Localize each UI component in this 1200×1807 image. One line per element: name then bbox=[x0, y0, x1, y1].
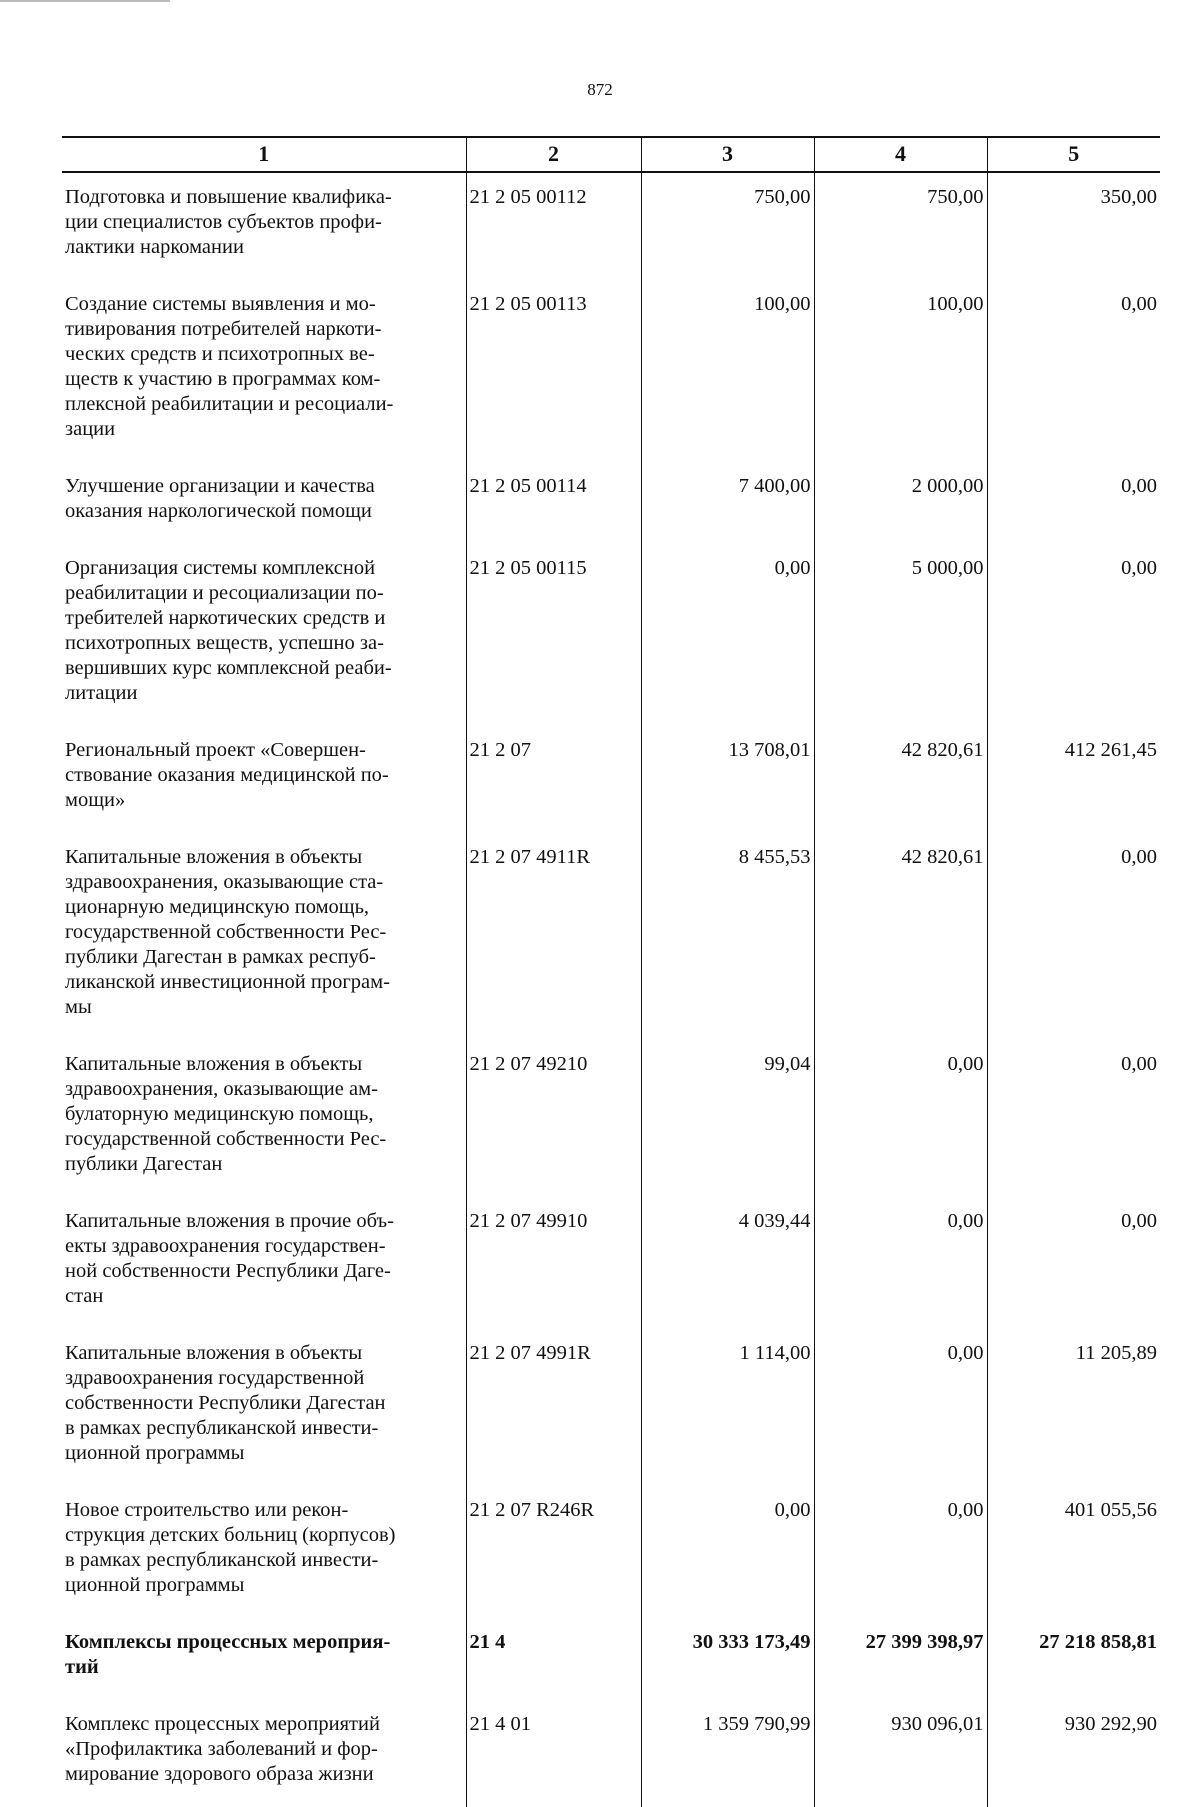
row-name-line: литации bbox=[65, 682, 138, 704]
row-name bbox=[62, 1040, 466, 1197]
row-value-col5: 27 218 858,81 bbox=[987, 1618, 1160, 1700]
row-name bbox=[62, 1486, 466, 1618]
row-name-line: психотропных веществ, успешно за- bbox=[65, 632, 384, 654]
row-value-col4: 0,00 bbox=[814, 1486, 987, 1618]
row-name bbox=[62, 1329, 466, 1486]
page-number: 872 bbox=[587, 80, 613, 99]
table-row bbox=[62, 1618, 1160, 1700]
row-value-col5: 930 292,90 bbox=[987, 1700, 1160, 1807]
row-value-col3: 13 708,01 bbox=[641, 726, 814, 833]
row-name-line: Региональный проект «Совершен- bbox=[65, 739, 366, 761]
row-code: 21 2 05 00114 bbox=[466, 462, 641, 544]
row-value-col3: 7 400,00 bbox=[641, 462, 814, 544]
column-header-2: 2 bbox=[466, 137, 641, 172]
row-value-col4: 0,00 bbox=[814, 1040, 987, 1197]
row-value-col4: 42 820,61 bbox=[814, 726, 987, 833]
row-name-line: плексной реабилитации и ресоциали- bbox=[65, 393, 394, 415]
row-name-line: Капитальные вложения в объекты bbox=[65, 1342, 363, 1364]
row-value-col3: 0,00 bbox=[641, 1486, 814, 1618]
row-name-line: ческих средств и психотропных ве- bbox=[65, 343, 375, 365]
row-code: 21 2 07 4991R bbox=[466, 1329, 641, 1486]
row-name-line: собственности Республики Дагестан bbox=[65, 1392, 386, 1414]
row-name bbox=[62, 172, 466, 280]
row-name-line: Подготовка и повышение квалифика- bbox=[65, 186, 392, 208]
table-row bbox=[62, 1700, 1160, 1807]
row-value-col4: 750,00 bbox=[814, 172, 987, 280]
scan-edge-line bbox=[0, 0, 170, 2]
table-row bbox=[62, 280, 1160, 462]
column-header-1: 1 bbox=[62, 137, 466, 172]
row-code: 21 2 07 49210 bbox=[466, 1040, 641, 1197]
row-code: 21 2 05 00113 bbox=[466, 280, 641, 462]
column-header-3: 3 bbox=[641, 137, 814, 172]
row-code: 21 2 07 R246R bbox=[466, 1486, 641, 1618]
row-name-line: Организация системы комплексной bbox=[65, 557, 376, 579]
table-row bbox=[62, 1486, 1160, 1618]
row-name-line: ционной программы bbox=[65, 1574, 245, 1596]
row-name-line: мирование здорового образа жизни bbox=[65, 1763, 374, 1785]
row-name-line: реабилитации и ресоциализации по- bbox=[65, 582, 384, 604]
row-code: 21 2 07 49910 bbox=[466, 1197, 641, 1329]
row-name-line: ствование оказания медицинской по- bbox=[65, 764, 389, 786]
row-value-col4: 100,00 bbox=[814, 280, 987, 462]
table-body bbox=[62, 172, 1160, 1807]
table-row bbox=[62, 1040, 1160, 1197]
row-name-line: Улучшение организации и качества bbox=[65, 475, 375, 497]
row-value-col5: 412 261,45 bbox=[987, 726, 1160, 833]
row-name-line: государственной собственности Рес- bbox=[65, 1128, 387, 1150]
row-code: 21 2 05 00112 bbox=[466, 172, 641, 280]
row-name bbox=[62, 1700, 466, 1807]
table-row bbox=[62, 1197, 1160, 1329]
row-value-col3: 8 455,53 bbox=[641, 833, 814, 1040]
row-name bbox=[62, 1618, 466, 1700]
row-name-line: Комплекс процессных мероприятий bbox=[65, 1713, 380, 1735]
row-name-line: Капитальные вложения в объекты bbox=[65, 1053, 363, 1075]
row-code: 21 2 07 4911R bbox=[466, 833, 641, 1040]
row-name-line: мощи» bbox=[65, 789, 126, 811]
row-name-line: струкция детских больниц (корпусов) bbox=[65, 1524, 396, 1546]
row-value-col3: 750,00 bbox=[641, 172, 814, 280]
row-value-col3: 1 114,00 bbox=[641, 1329, 814, 1486]
row-value-col5: 0,00 bbox=[987, 462, 1160, 544]
row-name bbox=[62, 1197, 466, 1329]
row-name bbox=[62, 833, 466, 1040]
row-value-col4: 42 820,61 bbox=[814, 833, 987, 1040]
row-value-col4: 27 399 398,97 bbox=[814, 1618, 987, 1700]
row-value-col5: 0,00 bbox=[987, 833, 1160, 1040]
row-name-line: Новое строительство или рекон- bbox=[65, 1499, 349, 1521]
row-name-line: булаторную медицинскую помощь, bbox=[65, 1103, 374, 1125]
row-value-col4: 5 000,00 bbox=[814, 544, 987, 726]
row-name-line: тивирования потребителей наркоти- bbox=[65, 318, 382, 340]
row-name bbox=[62, 726, 466, 833]
row-name-line: здравоохранения государственной bbox=[65, 1367, 365, 1389]
row-value-col5: 350,00 bbox=[987, 172, 1160, 280]
row-value-col5: 11 205,89 bbox=[987, 1329, 1160, 1486]
row-name-line: ционной программы bbox=[65, 1442, 245, 1464]
row-name-line: зации bbox=[65, 418, 116, 440]
row-value-col5: 0,00 bbox=[987, 1197, 1160, 1329]
row-name-line: стан bbox=[65, 1285, 104, 1307]
row-name-line: мы bbox=[65, 996, 92, 1018]
row-value-col4: 930 096,01 bbox=[814, 1700, 987, 1807]
row-code: 21 4 01 bbox=[466, 1700, 641, 1807]
row-name-line: Создание системы выявления и мо- bbox=[65, 293, 376, 315]
row-name-line: «Профилактика заболеваний и фор- bbox=[65, 1738, 378, 1760]
row-name-line: публики Дагестан в рамках респуб- bbox=[65, 946, 376, 968]
row-value-col3: 99,04 bbox=[641, 1040, 814, 1197]
column-header-4: 4 bbox=[814, 137, 987, 172]
table-row bbox=[62, 172, 1160, 280]
row-value-col5: 401 055,56 bbox=[987, 1486, 1160, 1618]
row-name-line: тий bbox=[65, 1656, 99, 1678]
row-value-col3: 1 359 790,99 bbox=[641, 1700, 814, 1807]
table-row bbox=[62, 833, 1160, 1040]
row-code: 21 2 07 bbox=[466, 726, 641, 833]
row-value-col4: 2 000,00 bbox=[814, 462, 987, 544]
row-name-line: ликанской инвестиционной програм- bbox=[65, 971, 390, 993]
row-value-col5: 0,00 bbox=[987, 544, 1160, 726]
row-name-line: ной собственности Республики Даге- bbox=[65, 1260, 391, 1282]
row-name-line: государственной собственности Рес- bbox=[65, 921, 387, 943]
row-name-line: вершивших курс комплексной реаби- bbox=[65, 657, 392, 679]
row-name-line: в рамках республиканской инвести- bbox=[65, 1549, 379, 1571]
column-header-5: 5 bbox=[987, 137, 1160, 172]
row-name bbox=[62, 280, 466, 462]
row-name-line: Комплексы процессных мероприя- bbox=[65, 1631, 391, 1653]
row-name-line: публики Дагестан bbox=[65, 1153, 223, 1175]
row-value-col4: 0,00 bbox=[814, 1329, 987, 1486]
row-name-line: требителей наркотических средств и bbox=[65, 607, 386, 629]
table-row bbox=[62, 462, 1160, 544]
row-name-line: екты здравоохранения государствен- bbox=[65, 1235, 386, 1257]
row-code: 21 4 bbox=[466, 1618, 641, 1700]
header-row bbox=[62, 137, 1160, 172]
row-name-line: лактики наркомании bbox=[65, 236, 244, 258]
row-name-line: здравоохранения, оказывающие ам- bbox=[65, 1078, 378, 1100]
row-value-col5: 0,00 bbox=[987, 280, 1160, 462]
table-row bbox=[62, 1329, 1160, 1486]
row-name-line: ществ к участию в программах ком- bbox=[65, 368, 381, 390]
row-name-line: оказания наркологической помощи bbox=[65, 500, 372, 522]
table-row bbox=[62, 544, 1160, 726]
row-name bbox=[62, 462, 466, 544]
table-row bbox=[62, 726, 1160, 833]
budget-table bbox=[62, 136, 1160, 1807]
row-name-line: Капитальные вложения в объекты bbox=[65, 846, 363, 868]
row-code: 21 2 05 00115 bbox=[466, 544, 641, 726]
row-value-col3: 30 333 173,49 bbox=[641, 1618, 814, 1700]
row-name bbox=[62, 544, 466, 726]
row-value-col3: 100,00 bbox=[641, 280, 814, 462]
row-name-line: в рамках республиканской инвести- bbox=[65, 1417, 379, 1439]
row-value-col5: 0,00 bbox=[987, 1040, 1160, 1197]
row-name-line: Капитальные вложения в прочие объ- bbox=[65, 1210, 394, 1232]
row-value-col3: 4 039,44 bbox=[641, 1197, 814, 1329]
row-value-col4: 0,00 bbox=[814, 1197, 987, 1329]
row-value-col3: 0,00 bbox=[641, 544, 814, 726]
row-name-line: здравоохранения, оказывающие ста- bbox=[65, 871, 384, 893]
row-name-line: ции специалистов субъектов профи- bbox=[65, 211, 382, 233]
row-name-line: ционарную медицинскую помощь, bbox=[65, 896, 370, 918]
